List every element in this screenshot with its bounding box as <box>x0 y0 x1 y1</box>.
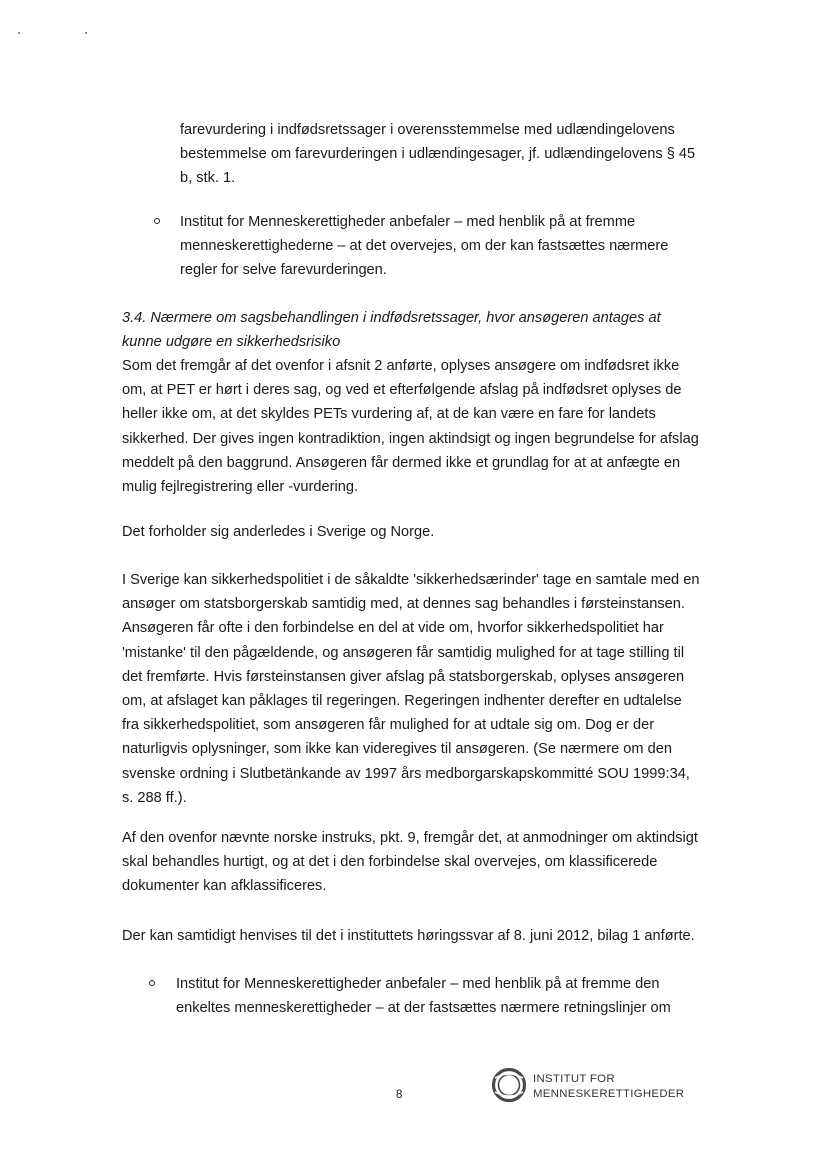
text-line: 'mistanke' til den pågældende, og ansøgeren får samtidig mulighed for at tage stilling til <box>122 644 685 661</box>
logo-line-2: MENNESKERETTIGHEDER <box>533 1087 685 1100</box>
text-line: b, stk. 1. <box>180 170 236 187</box>
text-line: dokumenter kan afklassificeres. <box>122 878 327 895</box>
text-line: farevurdering i indfødsretssager i overensstemmelse med udlændingelovens <box>180 122 675 138</box>
text-line: Af den ovenfor nævnte norske instruks, pkt. 9, fremgår det, at anmodninger om aktindsigt <box>122 830 698 846</box>
text-line: om, at afslaget kan påklages til regeringen. Regeringen indhenter derefter en udtalelse <box>122 693 682 710</box>
paragraph-norway-instruction <box>122 826 698 899</box>
text-line: 3.4. Nærmere om sagsbehandlingen i indfødsretssager, hvor ansøgeren antages at <box>122 310 661 326</box>
institute-logo-text <box>533 1072 684 1101</box>
institute-logo <box>491 1066 691 1106</box>
section-heading-3-4 <box>122 306 661 354</box>
institute-logo-icon <box>491 1066 527 1104</box>
text-line: kunne udgøre en sikkerhedsrisiko <box>122 334 341 351</box>
bullet-icon <box>154 218 160 224</box>
text-line: naturligvis oplysninger, som ikke kan videregives til ansøgeren. (Se nærmere om den <box>122 741 672 758</box>
bullet-icon <box>149 980 155 986</box>
intro-continuation <box>180 118 695 191</box>
paragraph-sweden <box>122 568 699 810</box>
text-line: Det forholder sig anderledes i Sverige og Norge. <box>122 524 435 540</box>
page-number: 8 <box>396 1089 403 1101</box>
paragraph-hearing-reference <box>122 924 695 948</box>
recommendation-bullet-2 <box>176 972 671 1020</box>
text-line: det fremførte. Hvis førsteinstansen giver afslag på statsborgerskab, oplyses ansøgeren <box>122 668 685 685</box>
text-line: menneskerettighederne – at det overvejes, om der kan fastsættes nærmere <box>180 238 669 255</box>
paragraph-pet-hearing <box>122 354 699 499</box>
paragraph-sweden-norway <box>122 520 434 544</box>
text-line: bestemmelse om farevurderingen i udlændingesager, jf. udlændingelovens § 45 <box>180 146 696 163</box>
text-line: skal behandles hurtigt, og at det i den forbindelse skal overvejes, om klassificerede <box>122 854 658 871</box>
text-line: sikkerhed. Der gives ingen kontradiktion, ingen aktindsigt og ingen begrundelse for afslag <box>122 430 699 447</box>
text-line: s. 288 ff.). <box>122 789 187 806</box>
text-line: Institut for Menneskerettigheder anbefaler – med henblik på at fremme <box>180 214 636 230</box>
logo-line-1: INSTITUT FOR <box>533 1073 615 1085</box>
text-line: svenske ordning i Slutbetänkande av 1997 års medborgarskapskommitté SOU 1999:34, <box>122 765 690 782</box>
text-line: fra sikkerhedspolitiet, som ansøgeren får mulighed for at udtale sig om. Dog er der <box>122 717 655 734</box>
text-line: enkeltes menneskerettigheder – at der fastsættes nærmere retningslinjer om <box>176 1000 671 1017</box>
text-line: heller ikke om, at det skyldes PETs vurdering af, at de kan være en fare for landets <box>122 406 656 423</box>
text-line: Ansøgeren får ofte i den forbindelse en del at vide om, hvorfor sikkerhedspolitiet har <box>122 620 664 637</box>
text-line: Der kan samtidigt henvises til det i instituttets høringssvar af 8. juni 2012, bilag 1 anførte. <box>122 928 695 944</box>
recommendation-bullet-1 <box>180 210 668 283</box>
text-line: mulig fejlregistrering eller -vurdering. <box>122 479 359 496</box>
text-line: ansøger om statsborgerskab samtidig med, at dennes sag behandles i førsteinstansen. <box>122 596 685 613</box>
text-line: I Sverige kan sikkerhedspolitiet i de såkaldte 'sikkerhedsærinder' tage en samtale med en <box>122 572 700 588</box>
text-line: meddelt på den baggrund. Ansøgeren får dermed ikke et grundlag for at at anfægte en <box>122 454 681 471</box>
text-line: regler for selve farevurderingen. <box>180 262 387 279</box>
text-line: om, at PET er hørt i deres sag, og ved et efterfølgende afslag på indfødsret oplyses de <box>122 382 682 399</box>
text-line: Institut for Menneskerettigheder anbefaler – med henblik på at fremme den <box>176 976 660 992</box>
scan-artifact-marks <box>18 32 98 38</box>
text-line: Som det fremgår af det ovenfor i afsnit 2 anførte, oplyses ansøgere om indfødsret ikke <box>122 358 680 374</box>
